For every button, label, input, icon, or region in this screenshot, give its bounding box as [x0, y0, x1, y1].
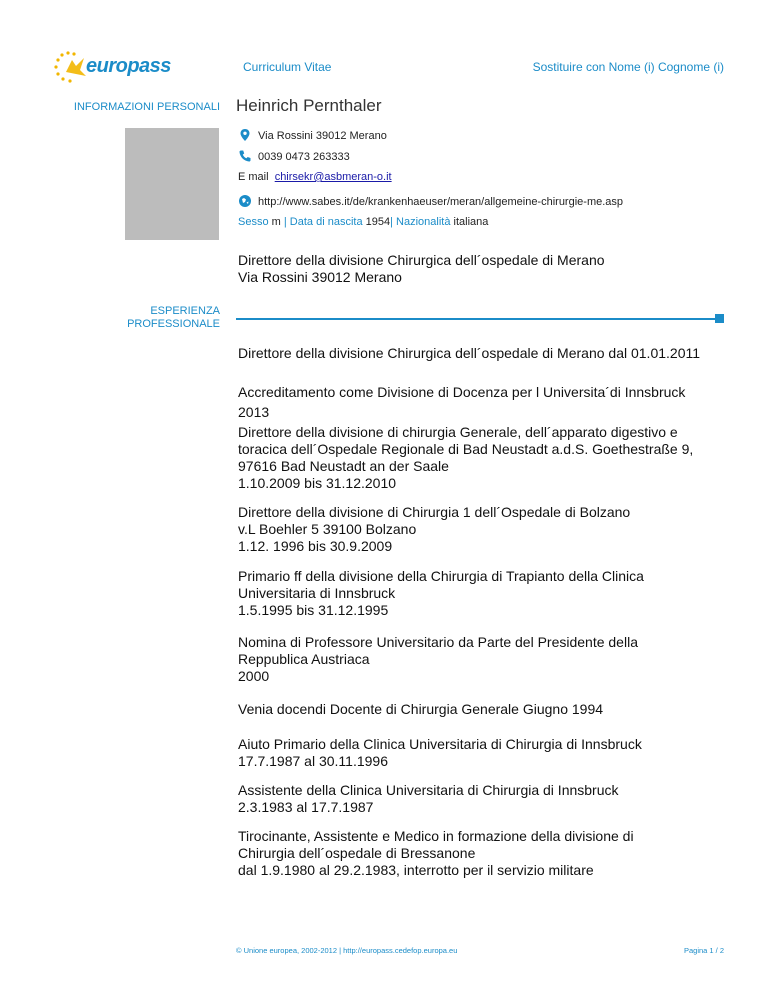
- experience-line: v.L Boehler 5 39100 Bolzano: [238, 521, 417, 537]
- experience-line: 2.3.1983 al 17.7.1987: [238, 799, 374, 815]
- experience-line: 2013: [238, 404, 270, 420]
- location-pin-icon: [238, 128, 252, 142]
- experience-line: Accreditamento come Divisione di Docenza per l Universita´di Innsbruck: [238, 384, 686, 400]
- experience-entry: [238, 782, 718, 816]
- section-divider: [236, 318, 718, 320]
- nationality-label: Nazionalità: [396, 216, 451, 228]
- experience-line: 1.10.2009 bis 31.12.2010: [238, 475, 397, 491]
- footer-copyright: © Unione europea, 2002-2012 | http://europass.cedefop.europa.eu: [236, 946, 458, 955]
- experience-line: 2000: [238, 668, 270, 684]
- experience-line: Assistente della Clinica Universitaria di Chirurgia di Innsbruck: [238, 782, 619, 798]
- address-text: Via Rossini 39012 Merano: [258, 130, 387, 142]
- experience-entry: [238, 736, 718, 770]
- person-name: Heinrich Pernthaler: [236, 96, 382, 115]
- doc-title: Curriculum Vitae: [243, 60, 332, 74]
- dob-label: Data di nascita: [289, 216, 363, 228]
- website-row: [238, 194, 623, 208]
- experience-line: 1.5.1995 bis 31.12.1995: [238, 602, 389, 618]
- experience-entry: [238, 634, 718, 685]
- experience-line: Direttore della divisione Chirurgica dell´ospedale di Merano dal 01.01.2011: [238, 345, 701, 361]
- experience-entry: [238, 828, 718, 879]
- separator: |: [283, 216, 287, 228]
- experience-entry: [238, 701, 718, 718]
- website-link[interactable]: http://www.sabes.it/de/krankenhaeuser/meran/allgemeine-chirurgie-me.asp: [258, 196, 624, 208]
- section-label-line: ESPERIENZA: [150, 305, 220, 317]
- experience-line: Reppublica Austriaca: [238, 651, 370, 667]
- email-link[interactable]: chirsekr@asbmeran-o.it: [274, 171, 392, 183]
- phone-icon: [238, 149, 252, 163]
- position-line: Direttore della divisione Chirurgica dell´ospedale di Merano: [238, 252, 605, 268]
- logo-pass: pass: [127, 55, 171, 77]
- email-row: [238, 171, 392, 183]
- sex-label: Sesso: [238, 216, 269, 228]
- experience-line: toracica dell´Ospedale Regionale di Bad Neustadt a.d.S. Goethestraße 9,: [238, 441, 694, 457]
- experience-line: 97616 Bad Neustadt an der Saale: [238, 458, 449, 474]
- section-label-line: PROFESSIONALE: [127, 318, 220, 330]
- experience-entry: [238, 504, 718, 555]
- experience-entry: [238, 424, 718, 492]
- experience-line: Direttore della divisione di Chirurgia 1 dell´Ospedale di Bolzano: [238, 504, 631, 520]
- phone-text: 0039 0473 263333: [258, 151, 350, 163]
- logo-euro: euro: [86, 55, 128, 77]
- nationality-value: italiana: [453, 216, 489, 228]
- experience-entry: [238, 382, 718, 422]
- experience-line: Tirocinante, Assistente e Medico in formazione della divisione di: [238, 828, 634, 844]
- position-line: Via Rossini 39012 Merano: [238, 269, 402, 285]
- photo-placeholder: [125, 128, 219, 240]
- footer-page-number: Pagina 1 / 2: [683, 946, 724, 955]
- section-divider-marker: [715, 314, 724, 323]
- experience-line: Chirurgia dell´ospedale di Bressanone: [238, 845, 476, 861]
- experience-line: 17.7.1987 al 30.11.1996: [238, 753, 388, 769]
- section-label-experience: [127, 305, 220, 331]
- separator: |: [390, 216, 393, 228]
- experience-line: Direttore della divisione di chirurgia Generale, dell´apparato digestivo e: [238, 424, 678, 440]
- experience-line: dal 1.9.1980 al 29.2.1983, interrotto per il servizio militare: [238, 862, 594, 878]
- experience-line: Universitaria di Innsbruck: [238, 585, 396, 601]
- name-placeholder: Sostituire con Nome (i) Cognome (i): [532, 60, 724, 74]
- email-label: E mail: [238, 171, 269, 183]
- experience-line: 1.12. 1996 bis 30.9.2009: [238, 538, 393, 554]
- experience-line: Aiuto Primario della Clinica Universitaria di Chirurgia di Innsbruck: [238, 736, 642, 752]
- experience-line: Nomina di Professore Universitario da Parte del Presidente della: [238, 634, 638, 650]
- section-label-personal: INFORMAZIONI PERSONALI: [73, 101, 220, 113]
- sex-value: m: [271, 216, 281, 228]
- logo-text: [86, 55, 171, 78]
- phone-row: [238, 149, 350, 163]
- experience-entry: [238, 345, 718, 362]
- address-row: [238, 128, 387, 142]
- experience-entry: [238, 568, 718, 619]
- web-icon: [238, 194, 252, 208]
- personal-details-row: [238, 216, 488, 228]
- experience-line: Primario ff della divisione della Chirurgia di Trapianto della Clinica: [238, 568, 644, 584]
- experience-line: Venia docendi Docente di Chirurgia Generale Giugno 1994: [238, 701, 604, 717]
- current-position: [238, 252, 718, 286]
- dob-value: 1954: [365, 216, 391, 228]
